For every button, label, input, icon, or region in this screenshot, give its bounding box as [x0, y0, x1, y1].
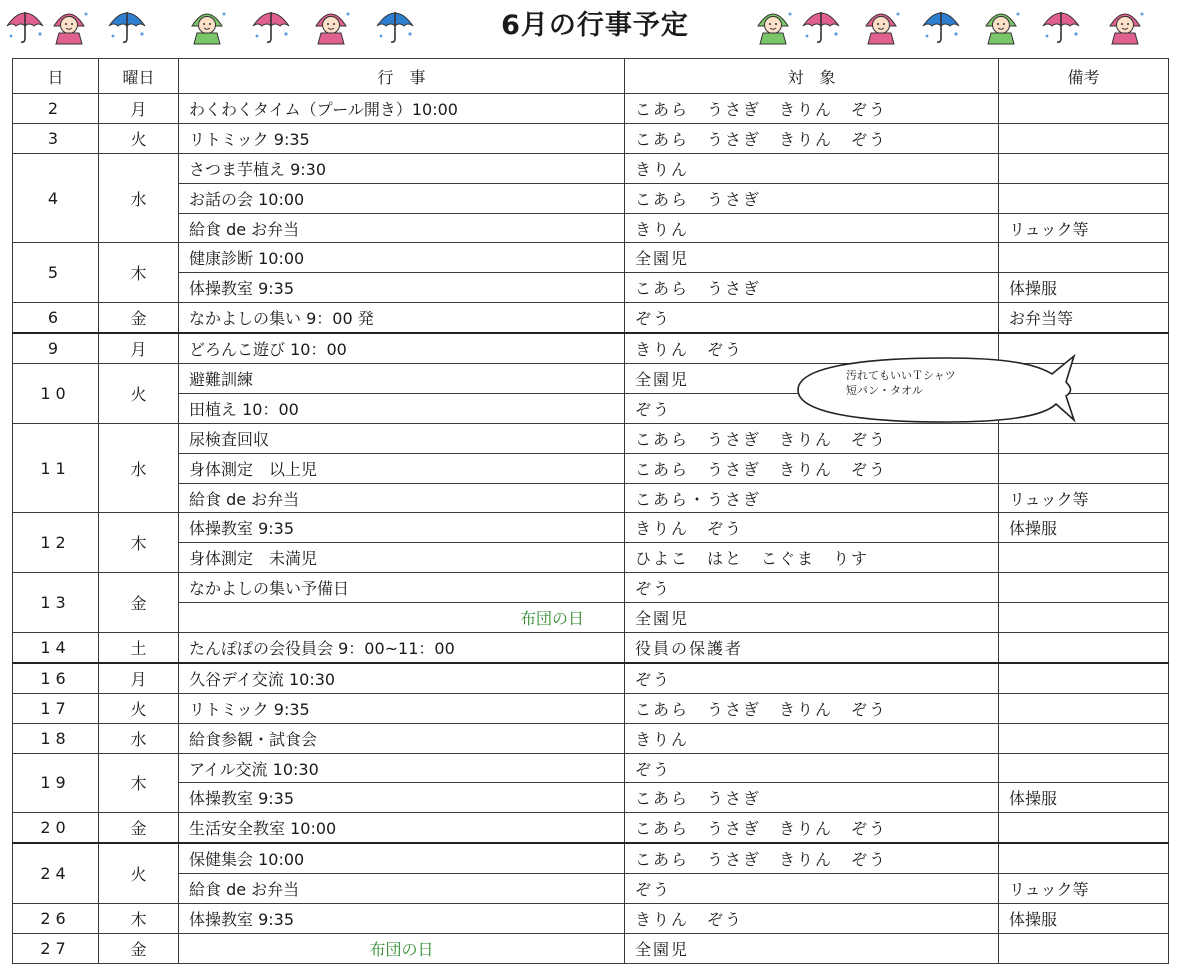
table-header-row — [13, 59, 1169, 94]
table-row — [13, 633, 1169, 663]
day-cell: 9 — [13, 333, 99, 363]
target-cell: こあら うさぎ — [625, 273, 999, 303]
table-row — [13, 213, 1169, 243]
note-cell — [999, 94, 1169, 124]
target-cell: こあら うさぎ きりん ぞう — [625, 123, 999, 153]
table-row — [13, 94, 1169, 124]
schedule-table — [12, 58, 1169, 964]
event-cell: 避難訓練 — [179, 364, 625, 394]
event-cell: 身体測定 未満児 — [179, 543, 625, 573]
day-cell: 3 — [13, 123, 99, 153]
weekday-cell: 水 — [99, 723, 179, 753]
event-cell: なかよしの集い 9：00 発 — [179, 303, 625, 333]
event-cell: 健康診断 10:00 — [179, 243, 625, 273]
table-row — [13, 693, 1169, 723]
day-cell: 14 — [13, 633, 99, 663]
weekday-cell: 金 — [99, 933, 179, 963]
event-cell: 田植え 10：00 — [179, 393, 625, 423]
child-raincoat-icon — [860, 4, 902, 46]
note-cell — [999, 723, 1169, 753]
event-cell: 体操教室 9:35 — [179, 273, 625, 303]
umbrella-pink-icon — [4, 4, 46, 46]
event-cell: どろんこ遊び 10：00 — [179, 333, 625, 363]
weekday-cell: 火 — [99, 693, 179, 723]
target-cell: きりん — [625, 723, 999, 753]
weekday-cell: 水 — [99, 153, 179, 243]
weekday-cell: 火 — [99, 364, 179, 424]
weekday-cell: 火 — [99, 123, 179, 153]
table-row — [13, 904, 1169, 934]
weekday-cell: 金 — [99, 573, 179, 633]
child-raincoat-icon — [1104, 4, 1146, 46]
weekday-cell: 木 — [99, 904, 179, 934]
event-cell: 体操教室 9:35 — [179, 783, 625, 813]
target-cell: こあら うさぎ きりん ぞう — [625, 94, 999, 124]
target-cell: ぞう — [625, 874, 999, 904]
table-row — [13, 723, 1169, 753]
note-cell: リュック等 — [999, 874, 1169, 904]
umbrella-pink-icon — [1040, 4, 1082, 46]
column-header-event: 行 事 — [179, 59, 625, 94]
table-row — [13, 153, 1169, 183]
table-row — [13, 123, 1169, 153]
day-cell: 19 — [13, 753, 99, 813]
table-row — [13, 243, 1169, 273]
day-cell: 27 — [13, 933, 99, 963]
child-raincoat-icon — [752, 4, 794, 46]
event-cell: アイル交流 10:30 — [179, 753, 625, 783]
target-cell: 全園児 — [625, 243, 999, 273]
target-cell: きりん ぞう — [625, 513, 999, 543]
table-row — [13, 603, 1169, 633]
target-cell: きりん — [625, 213, 999, 243]
target-cell: きりん ぞう — [625, 333, 999, 363]
event-cell: リトミック 9:35 — [179, 693, 625, 723]
day-cell: 11 — [13, 423, 99, 513]
note-cell — [999, 603, 1169, 633]
day-cell: 17 — [13, 693, 99, 723]
target-cell: きりん — [625, 153, 999, 183]
event-cell: 給食参観・試食会 — [179, 723, 625, 753]
table-row — [13, 874, 1169, 904]
child-raincoat-icon — [186, 4, 228, 46]
event-cell: 給食 de お弁当 — [179, 874, 625, 904]
day-cell: 18 — [13, 723, 99, 753]
target-cell: こあら うさぎ きりん ぞう — [625, 843, 999, 873]
weekday-cell: 月 — [99, 94, 179, 124]
table-row — [13, 543, 1169, 573]
note-cell: 体操服 — [999, 783, 1169, 813]
note-cell: お弁当等 — [999, 303, 1169, 333]
header-banner — [0, 0, 1200, 50]
target-cell: ぞう — [625, 393, 999, 423]
event-cell: 身体測定 以上児 — [179, 453, 625, 483]
note-cell — [999, 183, 1169, 213]
weekday-cell: 金 — [99, 303, 179, 333]
event-cell: 尿検査回収 — [179, 423, 625, 453]
note-cell — [999, 453, 1169, 483]
weekday-cell: 木 — [99, 513, 179, 573]
weekday-cell: 月 — [99, 333, 179, 363]
note-cell: リュック等 — [999, 213, 1169, 243]
target-cell: こあら うさぎ きりん ぞう — [625, 453, 999, 483]
umbrella-blue-icon — [374, 4, 416, 46]
page-title: 6月の行事予定 — [501, 10, 689, 41]
weekday-cell: 火 — [99, 843, 179, 903]
target-cell: 全園児 — [625, 933, 999, 963]
child-raincoat-icon — [310, 4, 352, 46]
day-cell: 13 — [13, 573, 99, 633]
target-cell: こあら うさぎ — [625, 183, 999, 213]
speech-bubble-line-1: 汚れてもいいＴシャツ — [846, 369, 956, 382]
event-cell-futon-day: 布団の日 — [179, 933, 625, 963]
note-cell — [999, 633, 1169, 663]
table-row — [13, 663, 1169, 693]
table-row — [13, 273, 1169, 303]
target-cell: こあら うさぎ きりん ぞう — [625, 423, 999, 453]
day-cell: 2 — [13, 94, 99, 124]
day-cell: 6 — [13, 303, 99, 333]
table-row — [13, 843, 1169, 873]
note-cell — [999, 693, 1169, 723]
target-cell: こあら・うさぎ — [625, 483, 999, 513]
event-cell: なかよしの集い予備日 — [179, 573, 625, 603]
note-cell: 体操服 — [999, 904, 1169, 934]
umbrella-pink-icon — [800, 4, 842, 46]
column-header-day: 日 — [13, 59, 99, 94]
event-cell: わくわくタイム（プール開き）10:00 — [179, 94, 625, 124]
event-cell: 給食 de お弁当 — [179, 213, 625, 243]
day-cell: 24 — [13, 843, 99, 903]
target-cell: 全園児 — [625, 364, 999, 394]
event-cell: 保健集会 10:00 — [179, 843, 625, 873]
table-row — [13, 303, 1169, 333]
table-row — [13, 813, 1169, 843]
note-cell — [999, 813, 1169, 843]
day-cell: 4 — [13, 153, 99, 243]
weekday-cell: 土 — [99, 633, 179, 663]
event-cell: 体操教室 9:35 — [179, 513, 625, 543]
table-row — [13, 423, 1169, 453]
weekday-cell: 木 — [99, 243, 179, 303]
table-row — [13, 933, 1169, 963]
event-cell: 給食 de お弁当 — [179, 483, 625, 513]
day-cell: 12 — [13, 513, 99, 573]
note-cell — [999, 753, 1169, 783]
note-cell — [999, 423, 1169, 453]
event-cell: さつま芋植え 9:30 — [179, 153, 625, 183]
event-cell: 生活安全教室 10:00 — [179, 813, 625, 843]
umbrella-blue-icon — [920, 4, 962, 46]
target-cell: ぞう — [625, 303, 999, 333]
event-cell: 久谷デイ交流 10:30 — [179, 663, 625, 693]
table-row — [13, 453, 1169, 483]
note-cell — [999, 663, 1169, 693]
table-row — [13, 513, 1169, 543]
note-cell — [999, 843, 1169, 873]
target-cell: 全園児 — [625, 603, 999, 633]
event-cell: 体操教室 9:35 — [179, 904, 625, 934]
day-cell: 5 — [13, 243, 99, 303]
weekday-cell: 金 — [99, 813, 179, 843]
event-cell-futon-day: 布団の日 — [179, 603, 625, 633]
speech-bubble-line-2: 短パン・タオル — [846, 384, 923, 397]
day-cell: 26 — [13, 904, 99, 934]
speech-bubble-text — [846, 368, 1046, 398]
event-cell: たんぽぽの会役員会 9：00~11：00 — [179, 633, 625, 663]
column-header-note: 備考 — [999, 59, 1169, 94]
weekday-cell: 水 — [99, 423, 179, 513]
target-cell: きりん ぞう — [625, 904, 999, 934]
note-cell — [999, 153, 1169, 183]
target-cell: 役員の保護者 — [625, 633, 999, 663]
note-cell — [999, 933, 1169, 963]
day-cell: 16 — [13, 663, 99, 693]
column-header-target: 対 象 — [625, 59, 999, 94]
weekday-cell: 月 — [99, 663, 179, 693]
table-row — [13, 483, 1169, 513]
note-cell — [999, 573, 1169, 603]
target-cell: こあら うさぎ きりん ぞう — [625, 693, 999, 723]
note-cell — [999, 543, 1169, 573]
note-cell — [999, 123, 1169, 153]
day-cell: 10 — [13, 364, 99, 424]
table-row — [13, 783, 1169, 813]
day-cell: 20 — [13, 813, 99, 843]
child-raincoat-icon — [980, 4, 1022, 46]
target-cell: ぞう — [625, 573, 999, 603]
target-cell: こあら うさぎ — [625, 783, 999, 813]
target-cell: ひよこ はと こぐま りす — [625, 543, 999, 573]
target-cell: ぞう — [625, 753, 999, 783]
umbrella-pink-icon — [250, 4, 292, 46]
note-cell: 体操服 — [999, 513, 1169, 543]
event-cell: お話の会 10:00 — [179, 183, 625, 213]
note-cell — [999, 243, 1169, 273]
table-row — [13, 183, 1169, 213]
child-raincoat-icon — [48, 4, 90, 46]
target-cell: こあら うさぎ きりん ぞう — [625, 813, 999, 843]
note-cell: リュック等 — [999, 483, 1169, 513]
table-row — [13, 753, 1169, 783]
column-header-weekday: 曜日 — [99, 59, 179, 94]
table-row — [13, 573, 1169, 603]
target-cell: ぞう — [625, 663, 999, 693]
umbrella-blue-icon — [106, 4, 148, 46]
weekday-cell: 木 — [99, 753, 179, 813]
note-cell: 体操服 — [999, 273, 1169, 303]
event-cell: リトミック 9:35 — [179, 123, 625, 153]
